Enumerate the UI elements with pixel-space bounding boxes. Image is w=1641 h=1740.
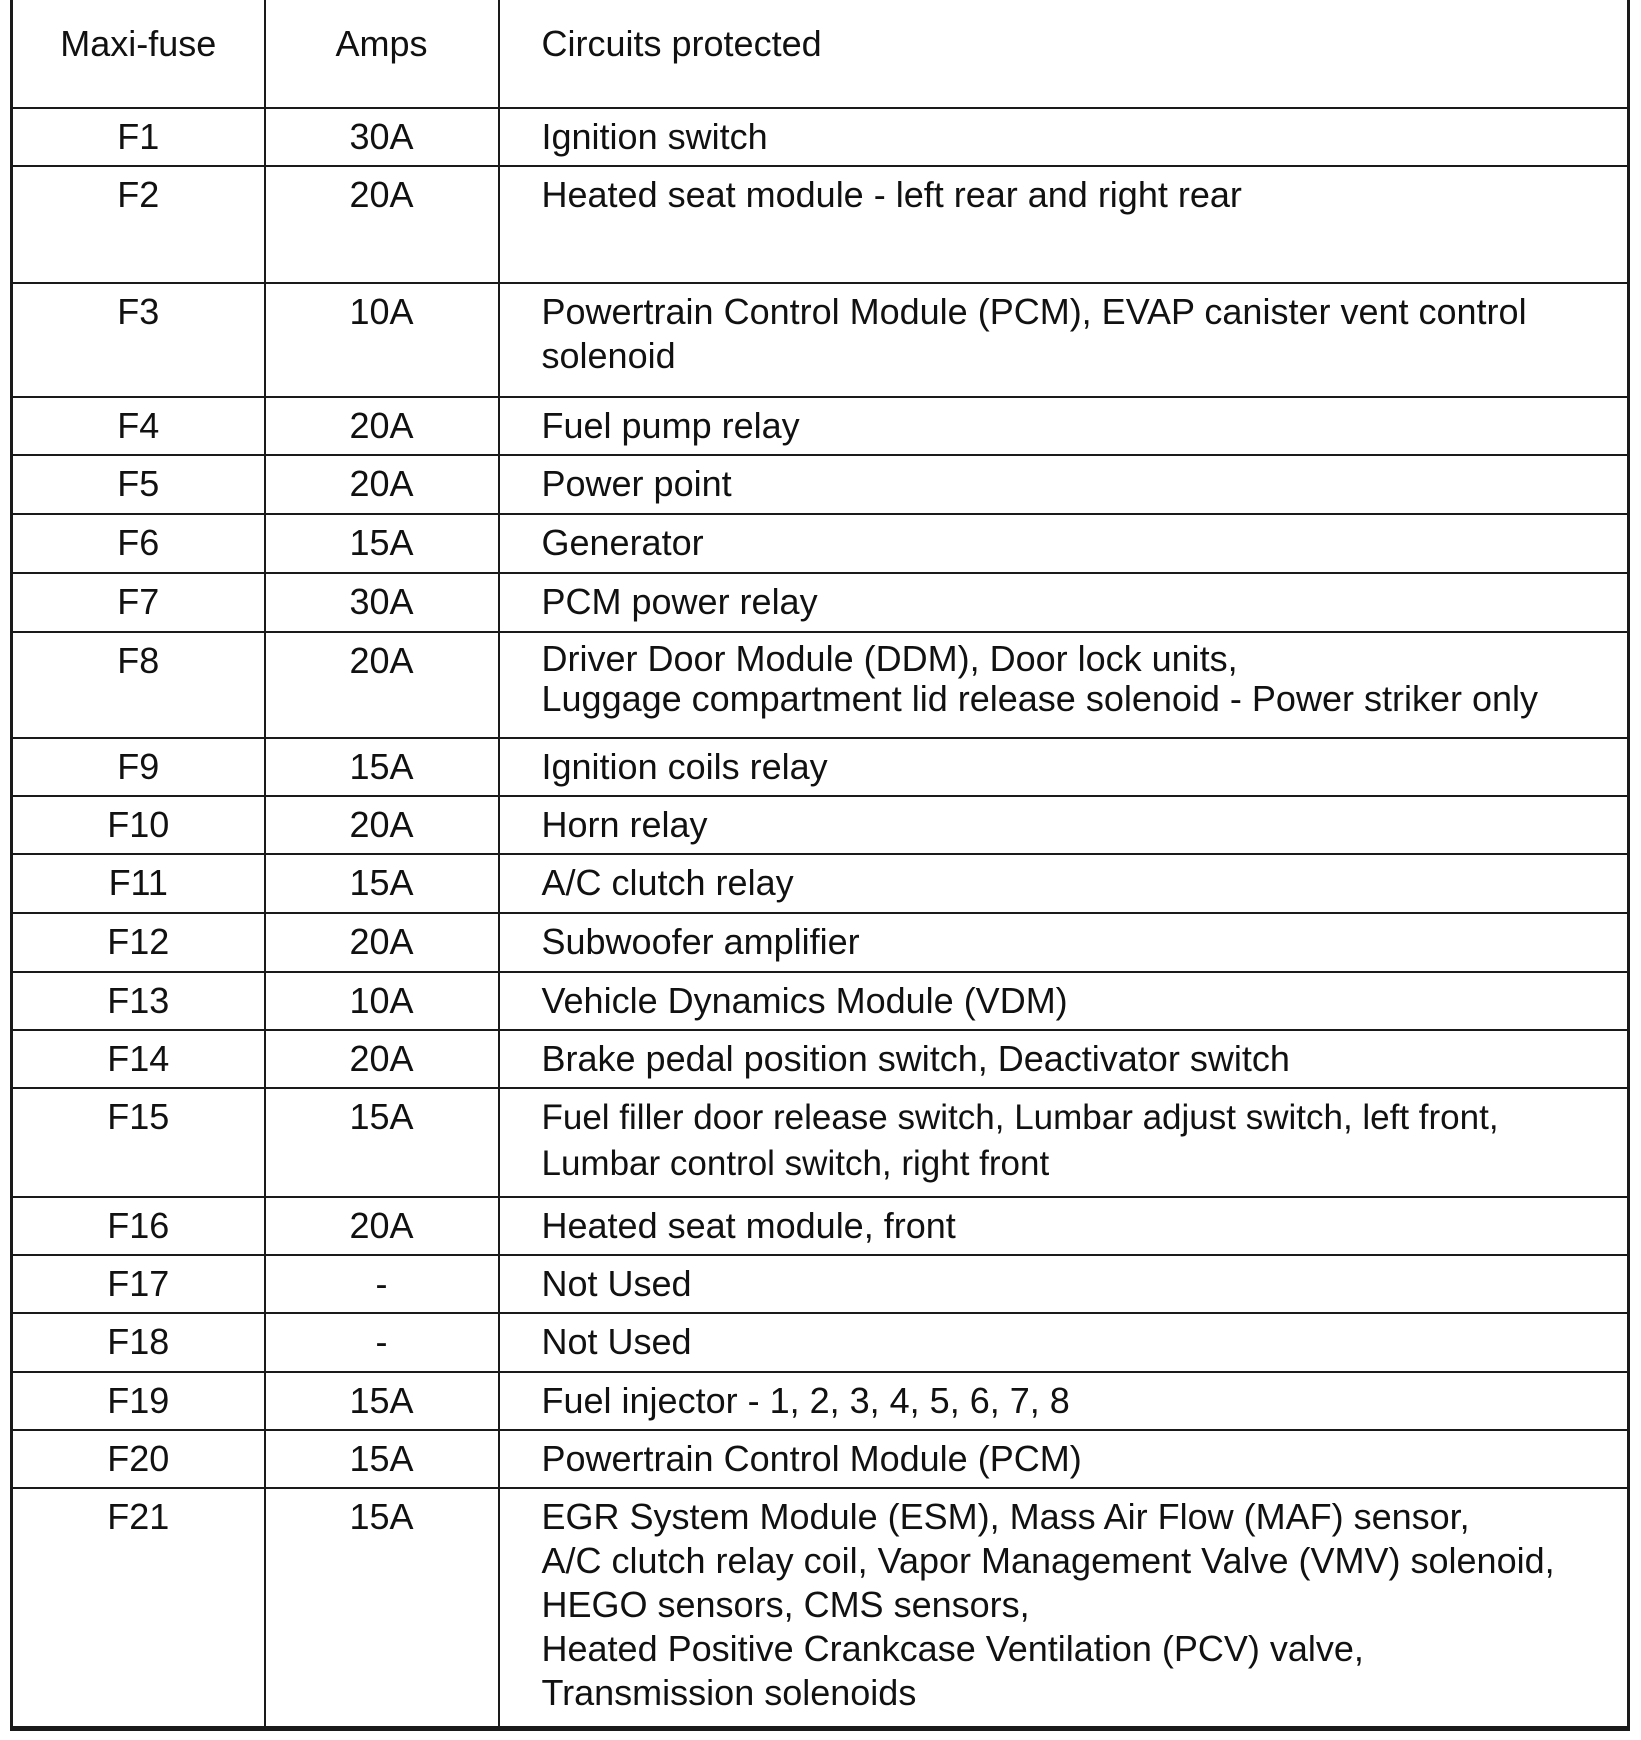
circuits-cell: Heated seat module - left rear and right rear: [499, 166, 1629, 283]
fuse-cell: F10: [12, 796, 265, 854]
fuse-cell: F2: [12, 166, 265, 283]
table-row: [12, 108, 1629, 166]
fuse-cell: F5: [12, 455, 265, 514]
amps-cell: 15A: [265, 738, 499, 796]
fuse-cell: F8: [12, 632, 265, 738]
fuse-table: [10, 0, 1630, 1731]
circuits-cell: Fuel injector - 1, 2, 3, 4, 5, 6, 7, 8: [499, 1372, 1629, 1430]
table-row: [12, 455, 1629, 514]
circuits-cell: Fuel pump relay: [499, 397, 1629, 455]
fuse-cell: F6: [12, 514, 265, 573]
table-row: [12, 397, 1629, 455]
amps-cell: -: [265, 1255, 499, 1313]
amps-cell: 10A: [265, 283, 499, 397]
circuits-cell: Not Used: [499, 1255, 1629, 1313]
circuits-cell: Brake pedal position switch, Deactivator switch: [499, 1030, 1629, 1088]
table-row: [12, 1430, 1629, 1488]
circuits-cell: Not Used: [499, 1313, 1629, 1372]
table-row: [12, 514, 1629, 573]
table-header-row: [12, 0, 1629, 108]
amps-cell: 15A: [265, 514, 499, 573]
fuse-cell: F11: [12, 854, 265, 913]
circuits-cell: A/C clutch relay: [499, 854, 1629, 913]
fuse-cell: F13: [12, 972, 265, 1030]
amps-cell: 20A: [265, 632, 499, 738]
circuits-cell: Driver Door Module (DDM), Door lock units, Luggage compartment lid release solenoid - Power striker only: [499, 632, 1629, 738]
fuse-cell: F19: [12, 1372, 265, 1430]
fuse-cell: F9: [12, 738, 265, 796]
circuits-cell: Vehicle Dynamics Module (VDM): [499, 972, 1629, 1030]
header-maxi-fuse: Maxi-fuse: [12, 0, 265, 108]
amps-cell: 20A: [265, 1197, 499, 1255]
amps-cell: 20A: [265, 913, 499, 972]
amps-cell: 15A: [265, 1372, 499, 1430]
circuits-cell: Fuel filler door release switch, Lumbar adjust switch, left front, Lumbar control switch, right front: [499, 1088, 1629, 1197]
amps-cell: 20A: [265, 455, 499, 514]
circuits-cell: EGR System Module (ESM), Mass Air Flow (MAF) sensor, A/C clutch relay coil, Vapor Management Valve (VMV) solenoid, HEGO sensors, CMS sensors, Heated Positive Crankcase Ventilation (PCV) valve, Transmission solenoids: [541, 1496, 1555, 1713]
header-amps: Amps: [265, 0, 499, 108]
amps-cell: 20A: [265, 397, 499, 455]
amps-cell: 30A: [265, 108, 499, 166]
circuits-cell: Heated seat module, front: [499, 1197, 1629, 1255]
fuse-cell: F12: [12, 913, 265, 972]
fuse-cell: F4: [12, 397, 265, 455]
fuse-cell: F21: [12, 1488, 265, 1728]
fuse-cell: F3: [12, 283, 265, 397]
fuse-cell: F7: [12, 573, 265, 632]
table-row: [12, 913, 1629, 972]
amps-cell: 20A: [265, 1030, 499, 1088]
table-row: [12, 632, 1629, 738]
table-row: [12, 1088, 1629, 1197]
circuits-cell: Generator: [499, 514, 1629, 573]
amps-cell: 30A: [265, 573, 499, 632]
circuits-cell: Subwoofer amplifier: [499, 913, 1629, 972]
table-row: [12, 738, 1629, 796]
table-row: [12, 166, 1629, 283]
header-circuits-protected: Circuits protected: [499, 0, 1629, 108]
table-row: [12, 283, 1629, 397]
table-row: [12, 1255, 1629, 1313]
table-row: [12, 1372, 1629, 1430]
amps-cell: -: [265, 1313, 499, 1372]
table-row: [12, 573, 1629, 632]
circuits-cell: Power point: [499, 455, 1629, 514]
amps-cell: 20A: [265, 166, 499, 283]
fuse-cell: F18: [12, 1313, 265, 1372]
table-row: [12, 854, 1629, 913]
fuse-cell: F17: [12, 1255, 265, 1313]
circuits-cell: Powertrain Control Module (PCM), EVAP canister vent control solenoid: [499, 283, 1629, 397]
circuits-cell: Powertrain Control Module (PCM): [499, 1430, 1629, 1488]
table-row: [12, 1488, 1629, 1728]
amps-cell: 10A: [265, 972, 499, 1030]
fuse-cell: F15: [12, 1088, 265, 1197]
circuits-cell: Ignition coils relay: [499, 738, 1629, 796]
circuits-cell: Ignition switch: [499, 108, 1629, 166]
table-row: [12, 972, 1629, 1030]
fuse-cell: F20: [12, 1430, 265, 1488]
table-row: [12, 1313, 1629, 1372]
fuse-cell: F16: [12, 1197, 265, 1255]
table-row: [12, 796, 1629, 854]
fuse-cell: F1: [12, 108, 265, 166]
table-row: [12, 1197, 1629, 1255]
amps-cell: 15A: [265, 1430, 499, 1488]
table-row: [12, 1030, 1629, 1088]
amps-cell: 20A: [265, 796, 499, 854]
circuits-cell: Horn relay: [499, 796, 1629, 854]
fuse-cell: F14: [12, 1030, 265, 1088]
amps-cell: 15A: [265, 854, 499, 913]
circuits-cell: PCM power relay: [499, 573, 1629, 632]
amps-cell: 15A: [265, 1088, 499, 1197]
amps-cell: 15A: [265, 1488, 499, 1728]
